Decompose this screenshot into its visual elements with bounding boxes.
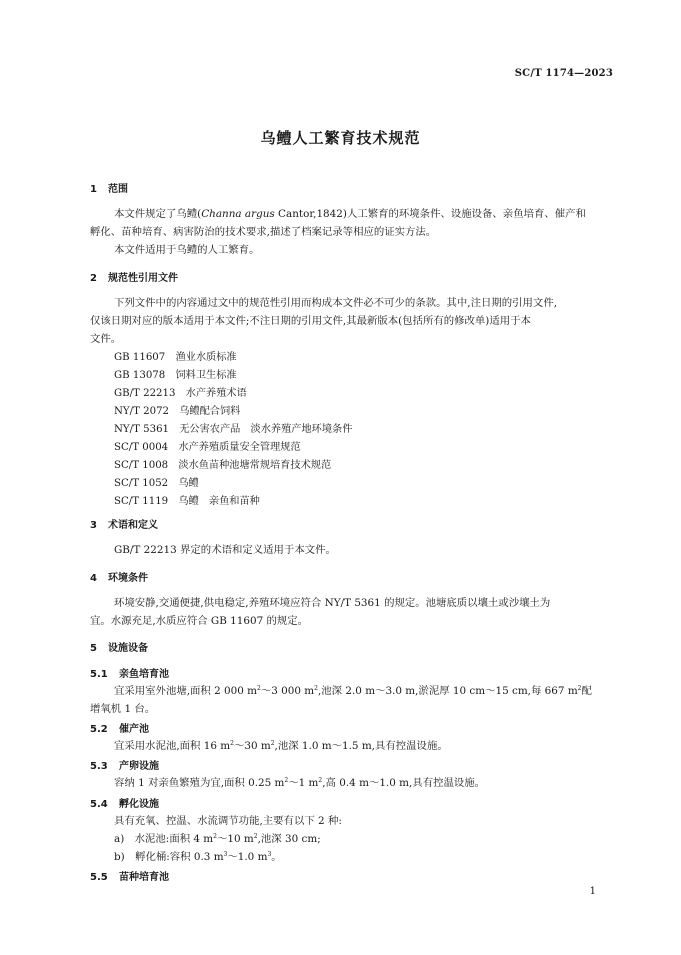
reference-list-item xyxy=(114,348,237,363)
superscript: 2 xyxy=(577,685,582,692)
text: 孵化、苗种培育、病害防治的技术要求,描述了档案记录等相应的证实方法。 xyxy=(90,226,437,238)
section-title: 规范性引用文件 xyxy=(108,273,178,284)
section-title: 环境条件 xyxy=(108,573,148,584)
text: ～30 m xyxy=(233,740,271,752)
ref-title: 水产养殖质量安全管理规范 xyxy=(178,442,301,453)
text: 宜。水源充足,水质应符合 GB 11607 的规定。 xyxy=(90,615,309,627)
reference-list-item xyxy=(114,456,331,471)
text: 水泥池:面积 4 m xyxy=(134,833,214,845)
text: ～1 m xyxy=(288,777,319,789)
ref-code: GB 13078 xyxy=(114,370,166,381)
superscript: 2 xyxy=(230,740,234,747)
section-title: 术语和定义 xyxy=(108,520,158,531)
text: 容纳 1 对亲鱼繁殖为宜,面积 0.25 m xyxy=(114,777,285,789)
text: 配 xyxy=(581,685,592,697)
reference-list-item xyxy=(114,420,352,435)
section-3-heading xyxy=(90,516,158,531)
section-title: 催产池 xyxy=(119,724,149,735)
text: 文件。 xyxy=(90,333,122,345)
text: 本文件规定了乌鳢( xyxy=(114,208,202,220)
standard-number: SC/T 1174—2023 xyxy=(514,68,613,79)
ref-title: 淡水鱼苗种池塘常规培育技术规范 xyxy=(178,460,332,471)
reference-list-item xyxy=(114,474,199,489)
superscript: 2 xyxy=(270,740,275,747)
subsection-5-3-heading xyxy=(90,757,159,772)
text: 本文件适用于乌鳢的人工繁育。 xyxy=(114,244,260,256)
ref-title: 乌鳢 亲鱼和苗种 xyxy=(178,496,260,507)
text: ,高 0.4 m～1.0 m,具有控温设施。 xyxy=(322,777,486,789)
ref-title: 水产养殖术语 xyxy=(185,388,247,399)
text: 孵化桶:容积 0.3 m xyxy=(135,851,224,863)
subsection-5-1-heading xyxy=(90,665,169,680)
superscript: 2 xyxy=(213,833,217,840)
text: Cantor,1842)人工繁育的环境条件、设施设备、亲鱼培育、催产和 xyxy=(274,208,586,220)
reference-list-item xyxy=(114,438,301,453)
superscript: 2 xyxy=(318,777,323,784)
superscript: 2 xyxy=(253,833,258,840)
subsection-5-2-body xyxy=(90,737,618,755)
section-title: 亲鱼培育池 xyxy=(119,669,169,680)
list-label: b) xyxy=(114,851,125,863)
text: ～10 m xyxy=(217,833,254,845)
subsection-5-5-heading xyxy=(90,868,169,883)
ref-title: 乌鳢配合饲料 xyxy=(179,406,241,417)
subsection-5-4-body xyxy=(90,812,618,866)
section-number: 1 xyxy=(90,184,97,195)
ref-title: 乌鳢 xyxy=(178,478,199,489)
section-number: 5.1 xyxy=(90,669,108,680)
superscript: 3 xyxy=(223,851,228,858)
ref-title: 无公害农产品 淡水养殖产地环境条件 xyxy=(179,424,353,435)
section-number: 2 xyxy=(90,273,97,284)
text: GB/T 22213 界定的术语和定义适用于本文件。 xyxy=(114,544,336,556)
superscript: 2 xyxy=(257,685,261,692)
text: ～1.0 m xyxy=(227,851,268,863)
superscript: 3 xyxy=(267,851,272,858)
reference-list-item xyxy=(114,402,240,417)
section-number: 5.2 xyxy=(90,724,108,735)
text: ,池深 2.0 m～3.0 m,淤泥厚 10 cm～15 cm,每 667 m xyxy=(317,685,578,697)
subsection-5-2-heading xyxy=(90,720,149,735)
ref-code: GB 11607 xyxy=(114,352,166,363)
section-title: 苗种培育池 xyxy=(119,872,169,883)
reference-list-item xyxy=(114,366,237,381)
text: 增氧机 1 台。 xyxy=(90,703,156,715)
page-number: 1 xyxy=(589,886,596,897)
superscript: 2 xyxy=(314,685,318,692)
subsection-5-3-body xyxy=(90,774,618,792)
section-number: 5.4 xyxy=(90,799,108,810)
text: 环境安静,交通便捷,供电稳定,养殖环境应符合 NY/T 5361 的规定。池塘底质以壤土或沙壤土为 xyxy=(114,597,551,609)
text: ,池深 1.0 m～1.5 m,具有控温设施。 xyxy=(274,740,448,752)
superscript: 2 xyxy=(284,777,289,784)
section-3-body xyxy=(90,541,618,559)
section-1-body xyxy=(90,205,618,259)
ref-title: 渔业水质标准 xyxy=(175,352,237,363)
section-number: 5.5 xyxy=(90,872,108,883)
text: ～3 000 m xyxy=(260,685,315,697)
section-title: 设施设备 xyxy=(108,643,148,654)
section-2-heading xyxy=(90,269,178,284)
document-title: 乌鳢人工繁育技术规范 xyxy=(260,129,421,147)
section-number: 3 xyxy=(90,520,97,531)
section-title: 范围 xyxy=(108,184,128,195)
section-4-heading xyxy=(90,569,148,584)
list-label: a) xyxy=(114,833,125,845)
section-1-heading xyxy=(90,180,128,195)
text: 仅该日期对应的版本适用于本文件;不注日期的引用文件,其最新版本(包括所有的修改单)适用于本 xyxy=(90,315,531,327)
ref-code: NY/T 2072 xyxy=(114,406,170,417)
ref-title: 饲料卫生标准 xyxy=(175,370,237,381)
subsection-5-1-body xyxy=(90,682,618,718)
text: 。 xyxy=(271,851,282,863)
text: 下列文件中的内容通过文中的规范性引用而构成本文件必不可少的条款。其中,注日期的引用文件, xyxy=(114,297,558,309)
section-5-heading xyxy=(90,639,148,654)
section-title: 产卵设施 xyxy=(119,761,159,772)
ref-code: GB/T 22213 xyxy=(114,388,176,399)
section-number: 5.3 xyxy=(90,761,108,772)
section-title: 孵化设施 xyxy=(119,799,159,810)
ref-code: SC/T 1008 xyxy=(114,460,169,471)
section-2-body xyxy=(90,294,618,348)
text: ,池深 30 cm; xyxy=(257,833,321,845)
reference-list-item xyxy=(114,492,260,507)
text: 具有充氧、控温、水流调节功能,主要有以下 2 种: xyxy=(114,815,342,827)
text: 宜采用室外池塘,面积 2 000 m xyxy=(114,685,258,697)
section-number: 5 xyxy=(90,643,97,654)
ref-code: NY/T 5361 xyxy=(114,424,170,435)
reference-list-item xyxy=(114,384,247,399)
ref-code: SC/T 1119 xyxy=(114,496,169,507)
ref-code: SC/T 0004 xyxy=(114,442,169,453)
subsection-5-4-heading xyxy=(90,795,159,810)
latin-name: Channa argus xyxy=(201,208,275,220)
section-4-body xyxy=(90,594,618,630)
ref-code: SC/T 1052 xyxy=(114,478,169,489)
section-number: 4 xyxy=(90,573,97,584)
text: 宜采用水泥池,面积 16 m xyxy=(114,740,231,752)
